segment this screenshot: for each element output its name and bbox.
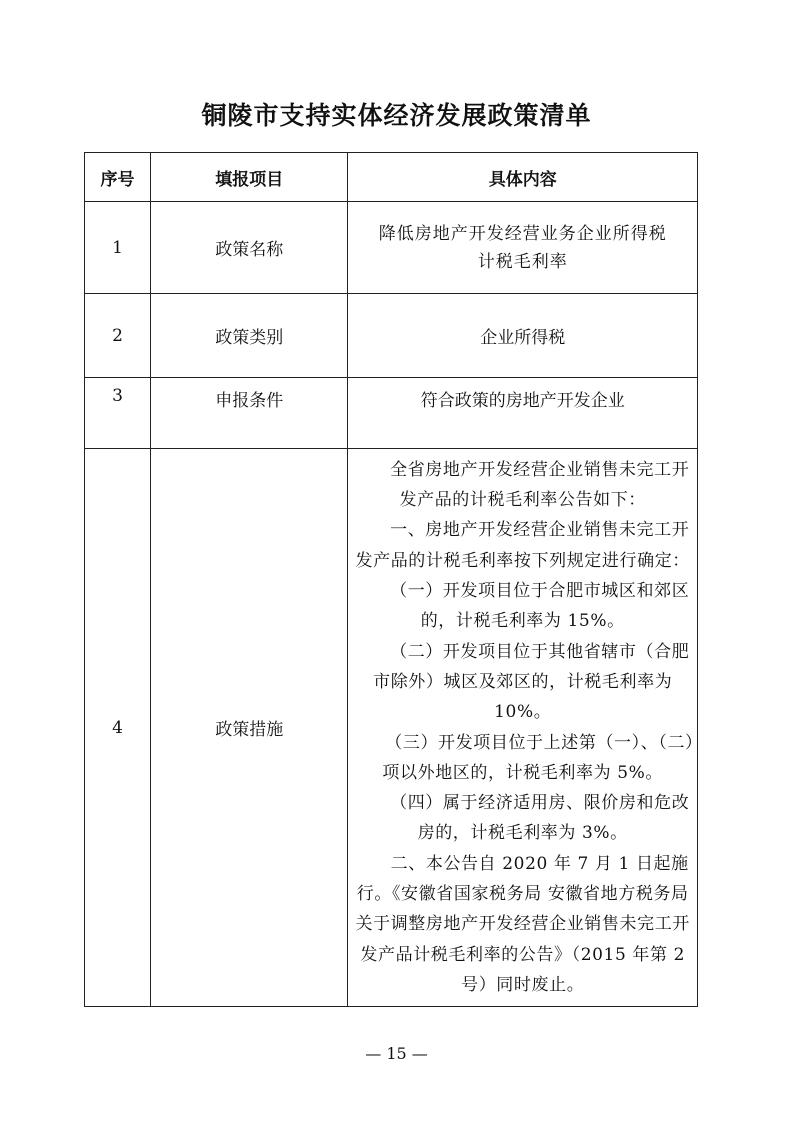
table-row	[85, 294, 698, 378]
header-item: 填报项目	[151, 153, 348, 202]
measure-paragraph: （二）开发项目位于其他省辖市（合肥市除外）城区及郊区的，计税毛利率为 10%。	[373, 641, 690, 723]
row-no: 2	[85, 294, 151, 378]
measure-paragraph: 二、本公告自 2020 年 7 月 1 日起施行。《安徽省国家税务局 安徽省地方税务局关于调整房地产开发经营企业销售未完工开发产品计税毛利率的公告》（2015 年第 2 号）同时废止。	[355, 853, 690, 995]
row-content: 企业所得税	[348, 294, 698, 378]
measure-paragraph: （四）属于经济适用房、限价房和危改房的，计税毛利率为 3%。	[390, 793, 690, 844]
header-no: 序号	[85, 153, 151, 202]
table-row	[85, 449, 698, 1007]
policy-table	[84, 152, 698, 1007]
measure-paragraph: 全省房地产开发经营企业销售未完工开发产品的计税毛利率公告如下：	[390, 459, 690, 511]
document-title: 铜陵市支持实体经济发展政策清单	[201, 101, 592, 130]
table-header-row	[85, 153, 698, 202]
row-item: 政策类别	[151, 294, 348, 378]
row-no: 1	[85, 202, 151, 294]
measure-paragraph: （三）开发项目位于上述第（一）、（二）项以外地区的，计税毛利率为 5%。	[382, 732, 695, 783]
table-row	[85, 202, 698, 294]
row-item: 政策名称	[151, 202, 348, 294]
content-line: 计税毛利率	[477, 251, 568, 272]
row-item: 政策措施	[151, 449, 348, 1007]
header-content: 具体内容	[348, 153, 698, 202]
row-content: 符合政策的房地产开发企业	[348, 378, 698, 449]
row-item: 申报条件	[151, 378, 348, 449]
measure-paragraph: （一）开发项目位于合肥市城区和郊区的，计税毛利率为 15%。	[390, 581, 690, 632]
measure-paragraph: 一、房地产开发经营企业销售未完工开发产品的计税毛利率按下列规定进行确定：	[355, 520, 690, 571]
row-no: 4	[85, 449, 151, 1007]
page-number: — 15 —	[365, 1044, 428, 1063]
row-no: 3	[85, 378, 151, 449]
table-row	[85, 378, 698, 449]
content-line: 降低房地产开发经营业务企业所得税	[378, 223, 667, 244]
row-content-measures	[348, 449, 698, 1007]
row-content	[348, 202, 698, 294]
